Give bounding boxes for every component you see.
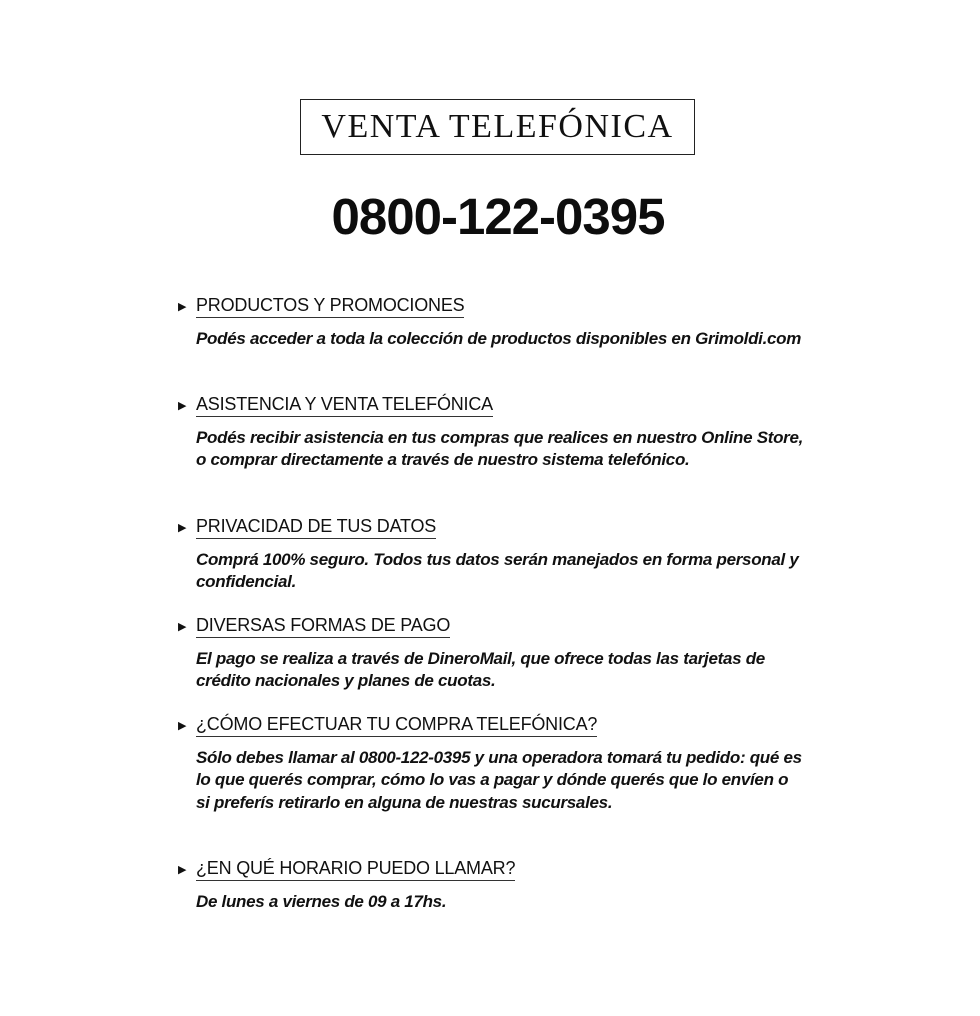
triangle-right-icon: ▶	[178, 720, 187, 732]
section-heading: PRODUCTOS Y PROMOCIONES	[196, 294, 464, 318]
section-description: Sólo debes llamar al 0800-122-0395 y una operadora tomará tu pedido: qué es lo que querés comprar, cómo lo vas a pagar y dónde querés que lo envíen o si preferís retirarlo en alguna de nuestras sucursales.	[196, 748, 802, 812]
section-header	[178, 614, 818, 640]
section-description: El pago se realiza a través de DineroMail, que ofrece todas las tarjetas de crédito nacionales y planes de cuotas.	[196, 649, 765, 691]
section-heading: DIVERSAS FORMAS DE PAGO	[196, 614, 450, 638]
section-description: Comprá 100% seguro. Todos tus datos serán manejados en forma personal y confidencial.	[196, 550, 799, 592]
title-box	[300, 99, 695, 155]
triangle-right-icon: ▶	[178, 621, 187, 633]
section-heading: ¿CÓMO EFECTUAR TU COMPRA TELEFÓNICA?	[196, 713, 597, 737]
section-payment	[178, 614, 818, 693]
section-description: Podés recibir asistencia en tus compras que realices en nuestro Online Store, o comprar directamente a través de nuestro sistema telefónico.	[196, 428, 804, 470]
section-how-to-buy	[178, 713, 818, 814]
section-header	[178, 857, 818, 883]
section-privacy	[178, 515, 818, 594]
section-header	[178, 515, 818, 541]
section-description: Podés acceder a toda la colección de productos disponibles en Grimoldi.com	[196, 329, 802, 348]
triangle-right-icon: ▶	[178, 864, 187, 876]
triangle-right-icon: ▶	[178, 522, 187, 534]
phone-number: 0800-122-0395	[331, 188, 665, 245]
page-title: VENTA TELEFÓNICA	[321, 108, 674, 145]
section-header	[178, 713, 818, 739]
section-heading: PRIVACIDAD DE TUS DATOS	[196, 515, 436, 539]
section-description: De lunes a viernes de 09 a 17hs.	[196, 892, 447, 911]
triangle-right-icon: ▶	[178, 400, 187, 412]
section-heading: ASISTENCIA Y VENTA TELEFÓNICA	[196, 393, 493, 417]
section-products	[178, 294, 818, 350]
section-header	[178, 294, 818, 320]
section-schedule	[178, 857, 818, 913]
section-header	[178, 393, 818, 419]
section-assistance	[178, 393, 818, 472]
triangle-right-icon: ▶	[178, 301, 187, 313]
section-heading: ¿EN QUÉ HORARIO PUEDO LLAMAR?	[196, 857, 515, 881]
